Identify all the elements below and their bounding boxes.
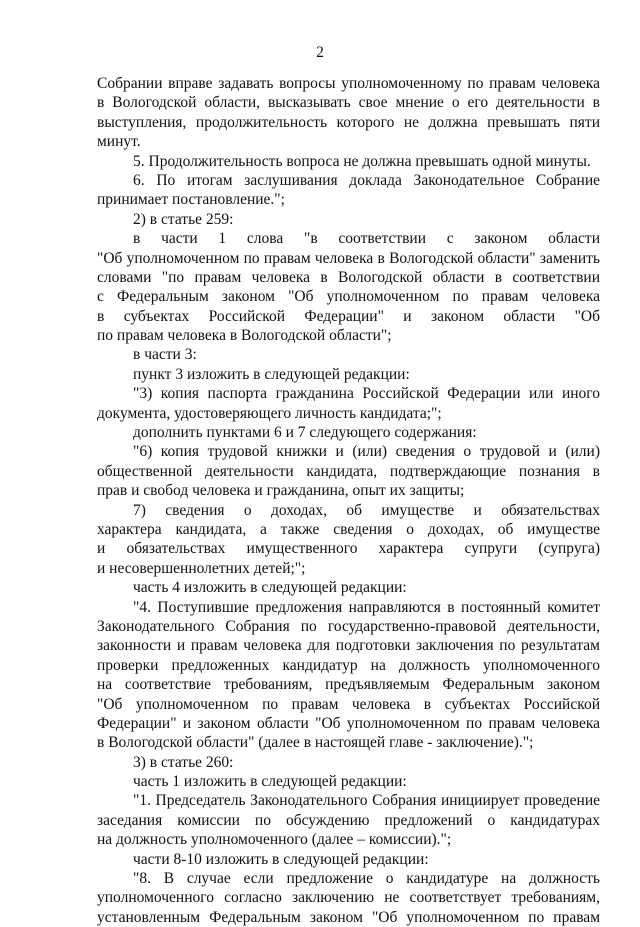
text-line: по правам человека в Вологодской области"; bbox=[97, 327, 392, 345]
text-line: характера кандидата, а также сведения о доходах, об имуществе bbox=[97, 520, 600, 538]
page-number: 2 bbox=[316, 44, 324, 61]
text-line: заседания комиссии по обсуждению предложений о кандидатурах bbox=[97, 811, 600, 829]
text-line: прав и свобод человека и гражданина, опыт их защиты; bbox=[97, 482, 465, 500]
text-line: принимает постановление."; bbox=[97, 191, 285, 209]
text-line: и обязательствах имущественного характера супруги (супруга) bbox=[97, 540, 600, 558]
text-line: "Об уполномоченном по правам человека в Вологодской области" заменить bbox=[97, 249, 600, 267]
text-line: документа, удостоверяющего личность кандидата;"; bbox=[97, 404, 442, 422]
text-line: "1. Председатель Законодательного Собрания инициирует проведение bbox=[133, 792, 600, 810]
text-line: в Вологодской области, высказывать свое мнение о его деятельности в bbox=[97, 94, 600, 112]
text-line: "6) копия трудовой книжки и (или) сведения о трудовой и (или) bbox=[133, 443, 600, 461]
text-line: уполномоченного согласно заключению не соответствует требованиям, bbox=[97, 889, 600, 907]
text-line: в части 1 слова "в соответствии с законом области bbox=[133, 230, 600, 248]
text-line: в части 3: bbox=[133, 346, 197, 364]
text-line: словами "по правам человека в Вологодской области в соответствии bbox=[97, 268, 600, 286]
text-line: установленным Федеральным законом "Об уполномоченном по правам bbox=[97, 908, 600, 926]
text-line: на соответствие требованиям, предъявляемым Федеральным законом bbox=[97, 676, 600, 694]
text-line: "8. В случае если предложение о кандидатуре на должность bbox=[133, 870, 600, 888]
text-line: часть 4 изложить в следующей редакции: bbox=[133, 579, 407, 597]
text-line: часть 1 изложить в следующей редакции: bbox=[133, 773, 407, 791]
document-body bbox=[97, 74, 600, 927]
text-line: пункт 3 изложить в следующей редакции: bbox=[133, 365, 410, 383]
text-line: на должность уполномоченного (далее – комиссии)."; bbox=[97, 831, 452, 849]
text-line: "3) копия паспорта гражданина Российской Федерации или иного bbox=[133, 385, 600, 403]
text-line: и несовершеннолетних детей;"; bbox=[97, 559, 306, 577]
text-line: в субъектах Российской Федерации" и законом области "Об bbox=[97, 307, 600, 325]
text-line: Собрании вправе задавать вопросы уполномоченному по правам человека bbox=[97, 75, 600, 92]
text-line: Федерации" и законом области "Об уполномоченном по правам человека bbox=[97, 714, 600, 732]
text-line: 5. Продолжительность вопроса не должна превышать одной минуты. bbox=[133, 152, 591, 170]
text-line: 2) в статье 259: bbox=[133, 210, 234, 228]
text-line: 6. По итогам заслушивания доклада Законодательное Собрание bbox=[133, 171, 600, 189]
text-line: "4. Поступившие предложения направляются в постоянный комитет bbox=[133, 598, 600, 616]
text-line: законности и правам человека для подготовки заключения по результатам bbox=[97, 637, 600, 655]
text-line: дополнить пунктами 6 и 7 следующего содержания: bbox=[133, 424, 477, 442]
text-line: проверки предложенных кандидатур на должность уполномоченного bbox=[97, 656, 600, 674]
text-line: части 8-10 изложить в следующей редакции: bbox=[133, 850, 429, 868]
text-line: с Федеральным законом "Об уполномоченном по правам человека bbox=[97, 288, 600, 306]
text-line: 7) сведения о доходах, об имуществе и обязательствах bbox=[133, 501, 600, 519]
text-line: в Вологодской области" (далее в настоящей главе - заключение)."; bbox=[97, 734, 534, 752]
text-line: Законодательного Собрания по государственно-правовой деятельности, bbox=[97, 617, 600, 635]
text-line: минут. bbox=[97, 133, 141, 151]
text-line: выступления, продолжительность которого не должна превышать пяти bbox=[97, 113, 600, 131]
text-line: общественной деятельности кандидата, подтверждающие познания в bbox=[97, 462, 600, 480]
text-line: "Об уполномоченном по правам человека в субъектах Российской bbox=[97, 695, 600, 713]
text-line: 3) в статье 260: bbox=[133, 753, 234, 771]
